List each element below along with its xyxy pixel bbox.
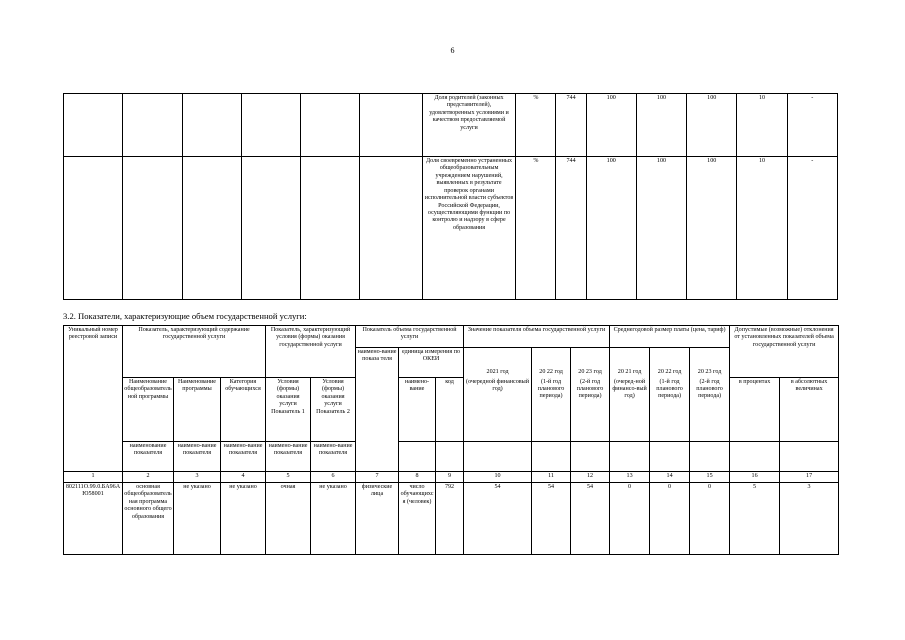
table-row (64, 442, 839, 472)
indicator: физические лица (356, 483, 399, 555)
unit: число обучающихся (человек) (399, 483, 436, 555)
column-number: 5 (266, 472, 311, 483)
deviation-absolute: - (787, 157, 837, 300)
header-price-year-2023: 20 23 год (690, 348, 730, 378)
subheader-name: наименование показателя (123, 442, 174, 472)
subheader-name: наимено-вание показателя (174, 442, 221, 472)
header-form-1: Условия (формы) оказания услуги Показатель 1 (266, 378, 311, 442)
table-row (64, 483, 839, 555)
column-number: 10 (464, 472, 532, 483)
column-number: 8 (399, 472, 436, 483)
header-unit-code: код (436, 378, 464, 442)
header-program-name: Наименование программы (174, 378, 221, 442)
header-content-indicator: Показатель, характеризующий содержание государственной услуги (123, 326, 266, 378)
header-deviation: Допустимые (возможные) отклонения от установленных показателей объема государственной услуги (730, 326, 839, 378)
registry-number: 802111О.99.0.БА96АЮ58001 (64, 483, 123, 555)
column-number: 11 (532, 472, 571, 483)
subheader-name: наимено-вание показателя (221, 442, 266, 472)
header-conditions-indicator: Показатель, характеризующий условия (формы) оказания государственной услуги (266, 326, 356, 378)
price-2023: 0 (690, 483, 730, 555)
column-number: 1 (64, 472, 123, 483)
column-number: 15 (690, 472, 730, 483)
header-indicator-name: наимено-вание показа теля (356, 348, 399, 442)
table-row (64, 378, 839, 442)
deviation-percent: 10 (737, 157, 787, 300)
subheader-name: наимено-вание показателя (266, 442, 311, 472)
header-year-2021-note: (очередной финансовый год) (464, 378, 532, 442)
column-numbers-row (64, 472, 839, 483)
page-number: 6 (450, 46, 455, 55)
deviation-absolute: - (787, 94, 837, 157)
header-price-year-2021: 20 21 год (610, 348, 650, 378)
program-name: не указано (174, 483, 221, 555)
value-2023: 100 (687, 94, 737, 157)
header-form-2: Условия (формы) оказания услуги Показатель 2 (311, 378, 356, 442)
column-number: 14 (650, 472, 690, 483)
price-2021: 0 (610, 483, 650, 555)
value-2022: 100 (636, 94, 686, 157)
column-number: 12 (571, 472, 610, 483)
header-price-2023-note: (2-й год планового периода) (690, 378, 730, 442)
okei-code: 744 (556, 157, 586, 300)
column-number: 6 (311, 472, 356, 483)
header-student-category: Категория обучающихся (221, 378, 266, 442)
price-2022: 0 (650, 483, 690, 555)
column-number: 7 (356, 472, 399, 483)
header-in-absolute: в абсолютных величинах (780, 378, 839, 442)
header-volume-value: Значение показателя объема государственной услуги (464, 326, 610, 348)
header-volume-indicator: Показатель объема государственной услуги (356, 326, 464, 348)
okei-code: 744 (556, 94, 586, 157)
deviation-percent: 5 (730, 483, 780, 555)
unit: % (516, 94, 556, 157)
header-price-year-2022: 20 22 год (650, 348, 690, 378)
quality-table-continuation (63, 93, 838, 300)
header-price-2022-note: (1-й год планового периода) (650, 378, 690, 442)
section-title: 3.2. Показатели, характеризующие объем государственной услуги: (63, 311, 307, 321)
value-2021: 54 (464, 483, 532, 555)
form-2: не указано (311, 483, 356, 555)
header-in-percent: в процентах (730, 378, 780, 442)
column-number: 2 (123, 472, 174, 483)
column-number: 17 (780, 472, 839, 483)
form-1: очная (266, 483, 311, 555)
column-number: 4 (221, 472, 266, 483)
indicator-name: Доля своевременно устраненных общеобразовательным учреждением нарушений, выявленных в результате проверок органами исполнительной власти субъектов Российской Федерации, осуществляющими функции по контролю и надзору в сфере образования (422, 157, 515, 300)
table-row (64, 326, 839, 348)
program: основная общеобразовательная программа основного общего образования (123, 483, 174, 555)
subheader-name: наимено-вание показателя (311, 442, 356, 472)
okei-code: 792 (436, 483, 464, 555)
student-category: не указано (221, 483, 266, 555)
value-2022: 100 (636, 157, 686, 300)
value-2021: 100 (586, 157, 636, 300)
header-price-2021-note: (очеред-ной финансо-вый год) (610, 378, 650, 442)
deviation-absolute: 3 (780, 483, 839, 555)
indicator-name: Доля родителей (законных представителей), удовлетворенных условиями и качеством предоставляемой услуги (422, 94, 515, 157)
column-number: 16 (730, 472, 780, 483)
header-year-2023-note: (2-й год планового периода) (571, 378, 610, 442)
column-number: 3 (174, 472, 221, 483)
value-2021: 100 (586, 94, 636, 157)
header-unique-number: Уникальный номер реестровой записи (64, 326, 123, 472)
value-2023: 100 (687, 157, 737, 300)
value-2022: 54 (532, 483, 571, 555)
volume-table (63, 325, 839, 555)
unit: % (516, 157, 556, 300)
table-row (64, 157, 838, 300)
column-number: 13 (610, 472, 650, 483)
header-year-2021: 2021 год (464, 348, 532, 378)
header-unit-okei: единица измерения по ОКЕИ (399, 348, 464, 378)
header-average-price: Среднегодовой размер платы (цена, тариф) (610, 326, 730, 348)
header-year-2023: 20 23 год (571, 348, 610, 378)
header-year-2022: 20 22 год (532, 348, 571, 378)
header-program-type: Наименование общеобразовательной программы (123, 378, 174, 442)
column-number: 9 (436, 472, 464, 483)
header-unit-name: наимено-вание (399, 378, 436, 442)
header-year-2022-note: (1-й год планового периода) (532, 378, 571, 442)
value-2023: 54 (571, 483, 610, 555)
deviation-percent: 10 (737, 94, 787, 157)
table-row (64, 94, 838, 157)
